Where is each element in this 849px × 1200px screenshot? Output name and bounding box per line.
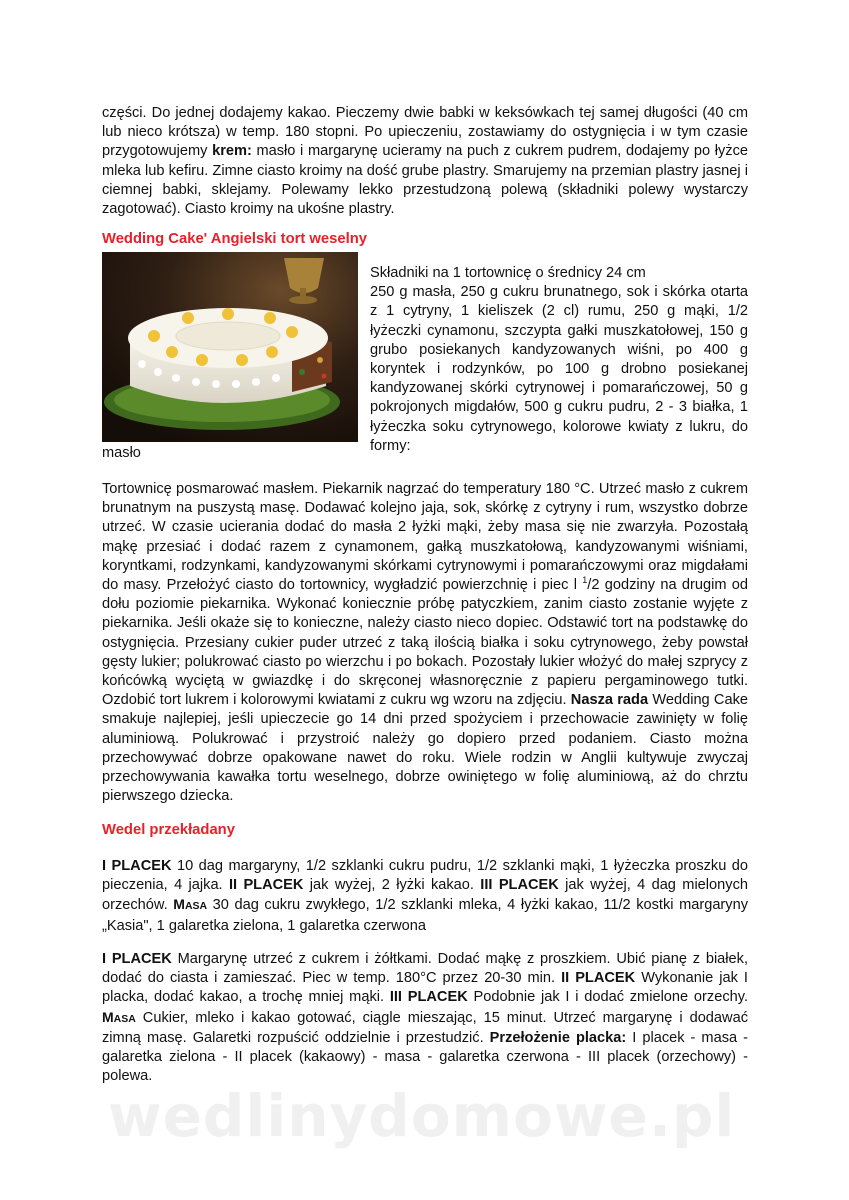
masa-label-rest-2: ASA <box>113 1012 136 1025</box>
ingredients-tail: masło <box>102 445 141 461</box>
intro-text-2: masło i margarynę ucieramy na puch z cukrem pudrem, dodajemy po łyżce mleka lub kefiru. Zimne ciasto kroimy na dość grube plastry. Smarujemy na przemian plastry jasnej i ciemnej babki, sklejamy. Polewamy lekko przestudzoną polewą (składniki polewy wystarczy zagotować). Ciasto kroimy na ukośne plastry. <box>102 143 748 218</box>
intro-text-1: części. Do jednej dodajemy kakao. Pieczemy dwie babki w keksówkach tej samej długości (40 cm lub nieco krótsza) w temp. 180 stopni. Po upieczeniu, zostawiamy do ostygnięcia i w tym czasie przygotowujemy <box>102 105 748 160</box>
cake-illustration <box>102 252 358 442</box>
wedel-m-5: I placek - masa - galaretka zielona - II placek (kakaowy) - masa - galaretka czerwona - III placek (orzechowy) - polewa. <box>102 1029 748 1085</box>
wedel-m-2: Wykonanie jak I placka, dodać kakao, a trochę mniej mąki. <box>102 970 748 1006</box>
ii-placek-label: II PLACEK <box>228 877 304 894</box>
wedel-heading: Wedel przekładany <box>102 822 235 838</box>
intro-paragraph <box>102 104 748 219</box>
ii-placek-label-2: II PLACEK <box>561 970 636 987</box>
iii-placek-label-2: III PLACEK <box>389 989 468 1006</box>
wedel-ingr-4: 30 dag cukru zwykłego, 1/2 szklanki mleka, 4 łyżki kakao, 11/2 kostki margaryny „Kasia", 1 galaretka zielona, 1 galaretka czerwona <box>102 897 749 934</box>
wedel-ingr-3: jak wyżej, 4 dag mielonych orzechów. <box>102 877 748 914</box>
fraction-superscript: 1 <box>582 575 588 586</box>
masa-label-initial-2: M <box>102 1008 114 1025</box>
wedding-body-3: Wedding Cake smakuje najlepiej, jeśli upieczecie go 14 dni przed spożyciem i przechowacie zawinięty w folię aluminiową. Polukrować i przystroić należy go dopiero przed podaniem. Ciasto można przechowywać dobrze opakowane nawet do roku. Wiele rodzin w Anglii kultywuje zwyczaj przechowywania kawałka tortu weselnego, dobrze owiniętego w folię aluminiową, aż do chrztu pierwszego dziecka. <box>102 692 748 805</box>
wedel-method-paragraph <box>102 950 748 1086</box>
krem-label: krem: <box>212 143 252 160</box>
ingredients-text: 250 g masła, 250 g cukru brunatnego, sok i skórka otarta z 1 cytryny, 1 kieliszek (2 cl) rumu, 250 g mąki, 1/2 łyżeczki cynamonu, szczypta gałki muszkatołowej, 150 g grubo posiekanych kandyzowanych wiśni, po 400 g koryntek i rodzynków, po 100 g drobno posiekanej kandyzowanej skórki cytrynowej i pomarańczowej, 50 g pokrojonych migdałów, 500 g cukru pudru, 2 - 3 białka, 1 łyżeczka soku cytrynowego, kolorowe kwiaty z lukru, do formy: <box>370 284 748 454</box>
wedding-body-1: Tortownicę posmarować masłem. Piekarnik nagrzać do temperatury 180 °C. Utrzeć masło z cukrem brunatnym na puszystą masę. Dodawać kolejno jaja, sok, skórkę z cytryny i rum, wszystko dobrze utrzeć. W czasie ucierania dodać do masła 2 łyżki mąki, żeby masa się nie zwarzyła. Pozostałą mąkę przesiać i dodać razem z cynamonem, gałką muszkatołową, kandyzowanymi wiśniami, koryntkami, rodzynkami, kandyzowanymi skórkami cytrynowymi i pomarańczowymi oraz migdałami do masy. Przełożyć ciasto do tortownicy, wygładzić powierzchnię i piec l <box>102 481 748 594</box>
ingredients-heading: Składniki na 1 tortownicę o średnicy 24 cm <box>370 265 646 281</box>
wedel-m-4: Cukier, mleko i kakao gotować, ciągle mieszając, 15 minut. Utrzeć margarynę i dodawać zimną masę. Galaretki rozpuścić oddzielnie i przestudzić. <box>102 1009 748 1046</box>
wedding-ingredients <box>370 264 748 456</box>
przelozenie-label: Przełożenie placka: <box>489 1029 627 1046</box>
masa-label-rest: ASA <box>184 900 208 913</box>
i-placek-label-2: I PLACEK <box>102 951 172 967</box>
wedding-body-2: /2 godziny na drugim od dołu poziomie piekarnika. Wykonać koniecznie próbę patyczkiem, zanim ciasto zostanie wyjęte z piekarnika. Jeśli okaże się to konieczne, należy ciasto nieco dopiec. Odstawić tort na podstawkę do ostygnięcia. Przesiany cukier puder utrzeć z taką ilością białka i soku cytrynowego, żeby powstał gęsty lukier; polukrować ciasto po wierzchu i po bokach. Pozostały lukier włożyć do małej szprycy z końcówką wyciętą w gwiazdkę i do skręconej własnoręcznie z papieru pergaminowego tutki. Ozdobić tort lukrem i kolorowymi kwiatami z cukru wg wzoru na zdjęciu. <box>102 577 748 709</box>
wedding-cake-photo <box>102 252 358 442</box>
site-watermark: wedlinydomowe.pl <box>108 1082 736 1150</box>
iii-placek-label: III PLACEK <box>480 877 559 894</box>
wedel-m-1: Margarynę utrzeć z cukrem i żółtkami. Dodać mąkę z proszkiem. Ubić pianę z białek, dodać do ciasta i zamieszać. Piec w temp. 180°C przez 20-30 min. <box>102 951 749 987</box>
masa-label-initial: M <box>173 896 185 913</box>
wedel-ingredients-paragraph <box>102 857 748 936</box>
wedel-m-3: Podobnie jak I i dodać zmielone orzechy. <box>467 989 748 1006</box>
i-placek-label: I PLACEK <box>102 858 172 874</box>
wedding-cake-heading: Wedding Cake' Angielski tort weselny <box>102 231 367 247</box>
nasza-rada-label: Nasza rada <box>570 692 649 709</box>
wedel-ingr-2: jak wyżej, 2 łyżki kakao. <box>303 877 481 894</box>
wedel-ingr-1: 10 dag margaryny, 1/2 szklanki cukru pudru, 1/2 szklanki mąki, 1 łyżeczka proszku do pieczenia, 4 jajka. <box>102 858 749 894</box>
wedding-method-paragraph <box>102 480 748 806</box>
